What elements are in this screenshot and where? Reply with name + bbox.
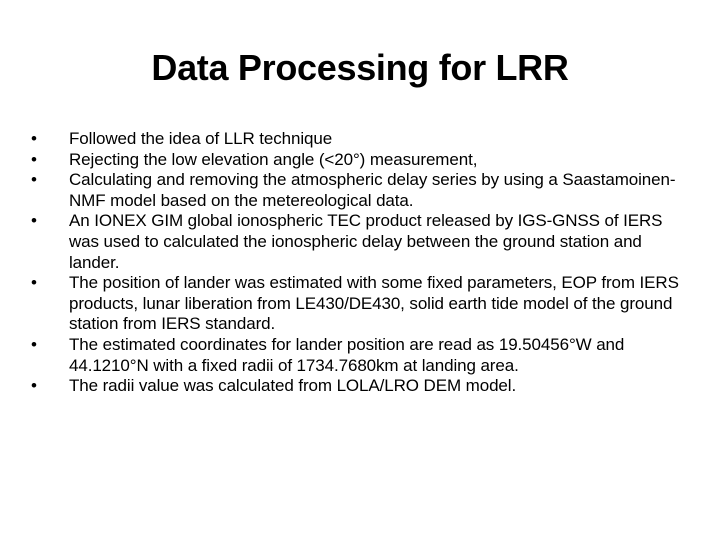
bullet-item-7 — [31, 376, 681, 397]
bullet-list — [31, 129, 681, 397]
bullet-item-6 — [31, 335, 681, 376]
bullet-item-5 — [31, 273, 681, 335]
bullet-icon: • — [31, 334, 37, 354]
bullet-icon: • — [31, 273, 37, 293]
bullet-text: Calculating and removing the atmospheric delay series by using a Saastamoinen-NMF model based on the metereological data. — [69, 170, 676, 210]
bullet-item-1 — [31, 129, 681, 150]
bullet-text: The estimated coordinates for lander position are read as 19.50456°W and 44.1210°N with a fixed radii of 1734.7680km at landing area. — [69, 334, 625, 375]
bullet-item-2 — [31, 150, 681, 171]
bullet-icon: • — [31, 170, 37, 190]
bullet-text: Rejecting the low elevation angle (<20°) measurement, — [69, 149, 478, 169]
bullet-text: Followed the idea of LLR technique — [69, 129, 333, 148]
bullet-icon: • — [31, 376, 37, 396]
bullet-item-3 — [31, 170, 681, 211]
bullet-text: The radii value was calculated from LOLA/LRO DEM model. — [69, 376, 517, 396]
bullet-item-4 — [31, 211, 681, 273]
bullet-text: An IONEX GIM global ionospheric TEC product released by IGS-GNSS of IERS was used to calculated the ionospheric delay between the ground station and lander. — [69, 211, 663, 272]
slide-title: Data Processing for LRR — [151, 47, 569, 88]
bullet-icon: • — [31, 211, 37, 231]
bullet-text: The position of lander was estimated with some fixed parameters, EOP from IERS products, lunar liberation from LE430/DE430, solid earth tide model of the ground station from IERS standard. — [69, 273, 679, 334]
bullet-icon: • — [31, 129, 37, 148]
bullet-icon: • — [31, 149, 37, 169]
